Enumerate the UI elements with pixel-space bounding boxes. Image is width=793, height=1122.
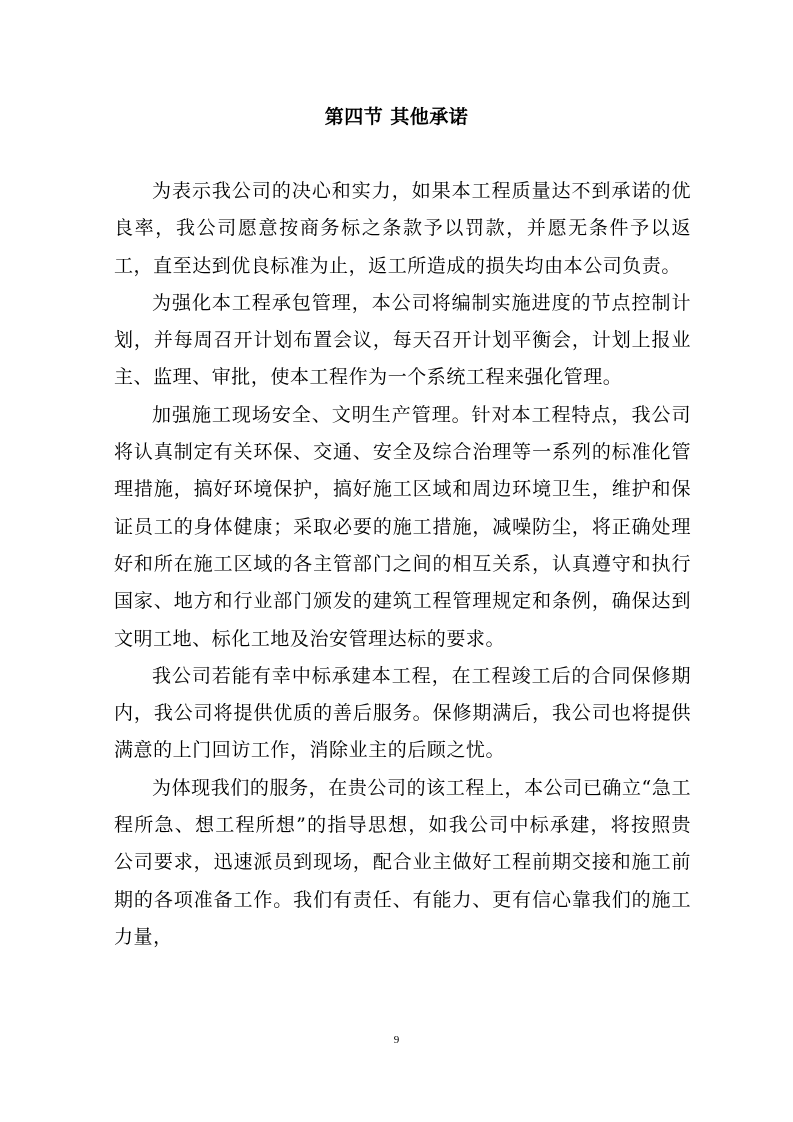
section-title: 第四节 其他承诺 [324, 106, 469, 128]
document-body [114, 173, 691, 956]
paragraph-warranty-service: 我公司若能有幸中标承建本工程，在工程竣工后的合同保修期内，我公司将提供优质的善后服务。保修期满后，我公司也将提供满意的上门回访工作，消除业主的后顾之忧。 [114, 664, 691, 762]
page-number: 9 [393, 1034, 400, 1046]
paragraph-site-safety: 加强施工现场安全、文明生产管理。针对本工程特点，我公司将认真制定有关环保、交通、安全及综合治理等一系列的标准化管理措施，搞好环境保护，搞好施工区域和周边环境卫生，维护和保证员工的身体健康；采取必要的施工措施，减噪防尘，将正确处理好和所在施工区域的各主管部门之间的相互关系，认真遵守和执行国家、地方和行业部门颁发的建筑工程管理规定和条例，确保达到文明工地、标化工地及治安管理达标的要求。 [114, 403, 691, 650]
paragraph-service-commitment: 为体现我们的服务，在贵公司的该工程上，本公司已确立“急工程所急、想工程所想”的指导思想，如我公司中标承建，将按照贵公司要求，迅速派员到现场，配合业主做好工程前期交接和施工前期的各项准备工作。我们有责任、有能力、更有信心靠我们的施工力量， [114, 776, 691, 948]
paragraph-quality-commitment: 为表示我公司的决心和实力，如果本工程质量达不到承诺的优良率，我公司愿意按商务标之条款予以罚款，并愿无条件予以返工，直至达到优良标准为止，返工所造成的损失均由本公司负责。 [114, 180, 691, 277]
paragraph-contract-management: 为强化本工程承包管理，本公司将编制实施进度的节点控制计划，并每周召开计划布置会议，每天召开计划平衡会，计划上报业主、监理、审批，使本工程作为一个系统工程来强化管理。 [114, 291, 691, 389]
